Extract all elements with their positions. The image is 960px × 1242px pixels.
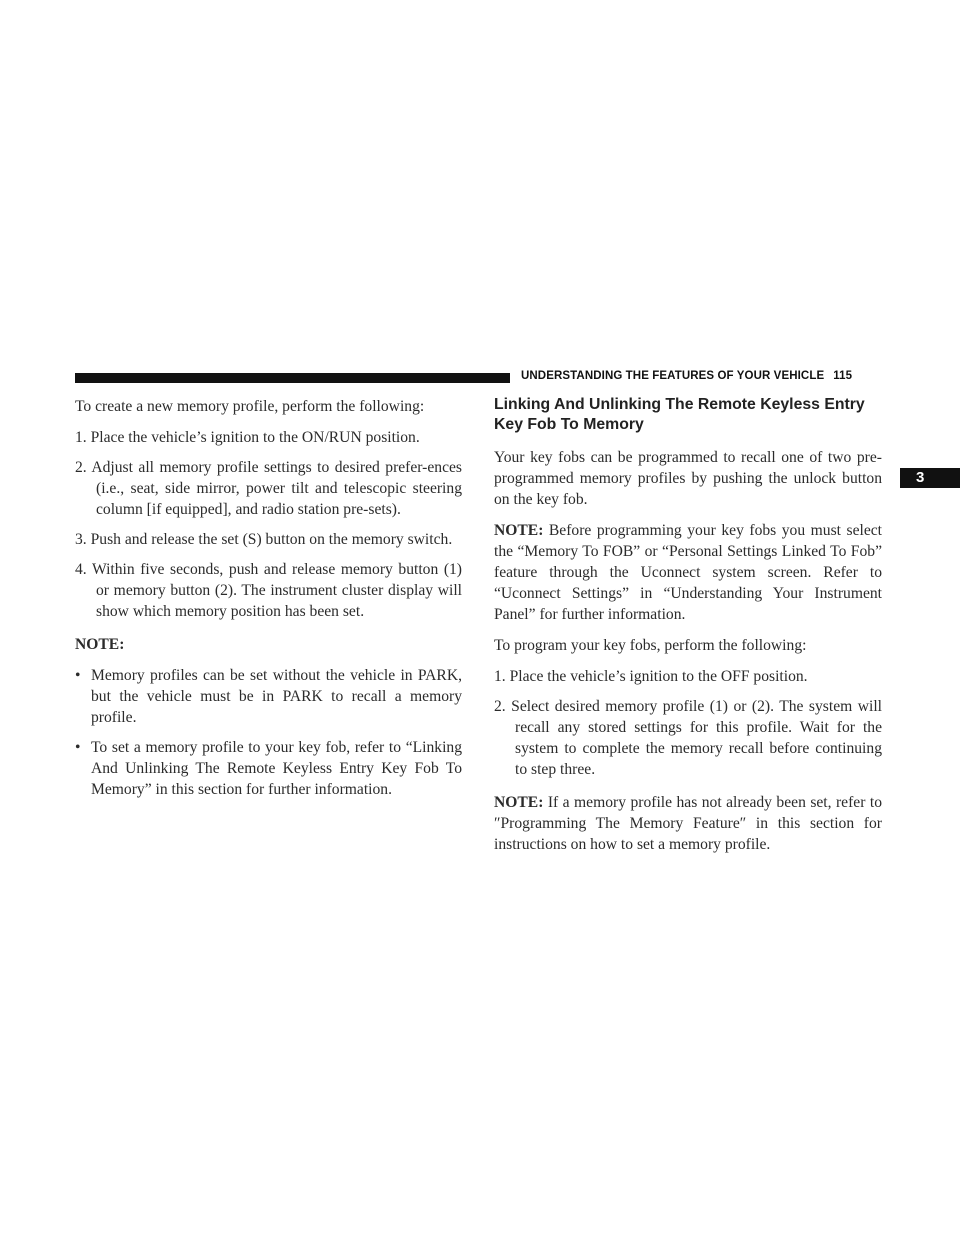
note-bullet [75, 737, 462, 800]
step-2: 2. Adjust all memory profile settings to desired prefer-ences (i.e., seat, side mirror, power tilt and telescopic steering column [if equipped], and radio station pre-sets). [75, 459, 462, 518]
intro-paragraph: Your key fobs can be programmed to recall one of two pre-programmed memory profiles by pushing the unlock button on the key fob. [494, 449, 882, 508]
note-paragraph [494, 520, 882, 625]
step-2: 2. Select desired memory profile (1) or (2). The system will recall any stored settings for this profile. Wait for the system to complete the memory recall before continuing to step three. [494, 698, 882, 778]
note-text: If a memory profile has not already been set, refer to ″Programming The Memory Feature″ in this section for instructions on how to set a memory profile. [494, 794, 882, 853]
note-text: Before programming your key fobs you must select the “Memory To FOB” or “Personal Settings Linked To Fob” feature through the Uconnect system screen. Refer to “Uconnect Settings” in “Understanding Your Instrument Panel” for further information. [494, 522, 882, 623]
note-label: NOTE: [494, 522, 544, 539]
note-label: NOTE: [75, 636, 125, 653]
header-rule [75, 373, 510, 383]
intro-paragraph: To create a new memory profile, perform the following: [75, 398, 425, 415]
bullet-symbol: • [75, 667, 81, 684]
section-title: UNDERSTANDING THE FEATURES OF YOUR VEHICLE [521, 370, 825, 382]
step-3: 3. Push and release the set (S) button on the memory switch. [75, 531, 453, 548]
left-column [75, 396, 462, 809]
page-number: 115 [833, 370, 853, 382]
note-bullet [75, 665, 462, 728]
bullet-text: To set a memory profile to your key fob, refer to “Linking And Unlinking The Remote Keyless Entry Key Fob To Memory” in this section for further information. [91, 739, 462, 798]
chapter-tab: 3 [900, 468, 960, 488]
note-paragraph [494, 792, 882, 855]
running-header [521, 370, 852, 382]
bullet-symbol: • [75, 739, 81, 756]
step-1: 1. Place the vehicle’s ignition to the ON/RUN position. [75, 429, 420, 446]
note-label: NOTE: [494, 794, 544, 811]
step-4: 4. Within five seconds, push and release memory button (1) or memory button (2). The instrument cluster display will show which memory position has been set. [75, 561, 462, 620]
right-column [494, 396, 882, 865]
step-1: 1. Place the vehicle’s ignition to the OFF position. [494, 668, 808, 685]
bullet-text: Memory profiles can be set without the vehicle in PARK, but the vehicle must be in PARK to recall a memory profile. [91, 667, 462, 726]
program-intro: To program your key fobs, perform the following: [494, 637, 807, 654]
section-heading: Linking And Unlinking The Remote Keyless Entry Key Fob To Memory [494, 396, 865, 433]
